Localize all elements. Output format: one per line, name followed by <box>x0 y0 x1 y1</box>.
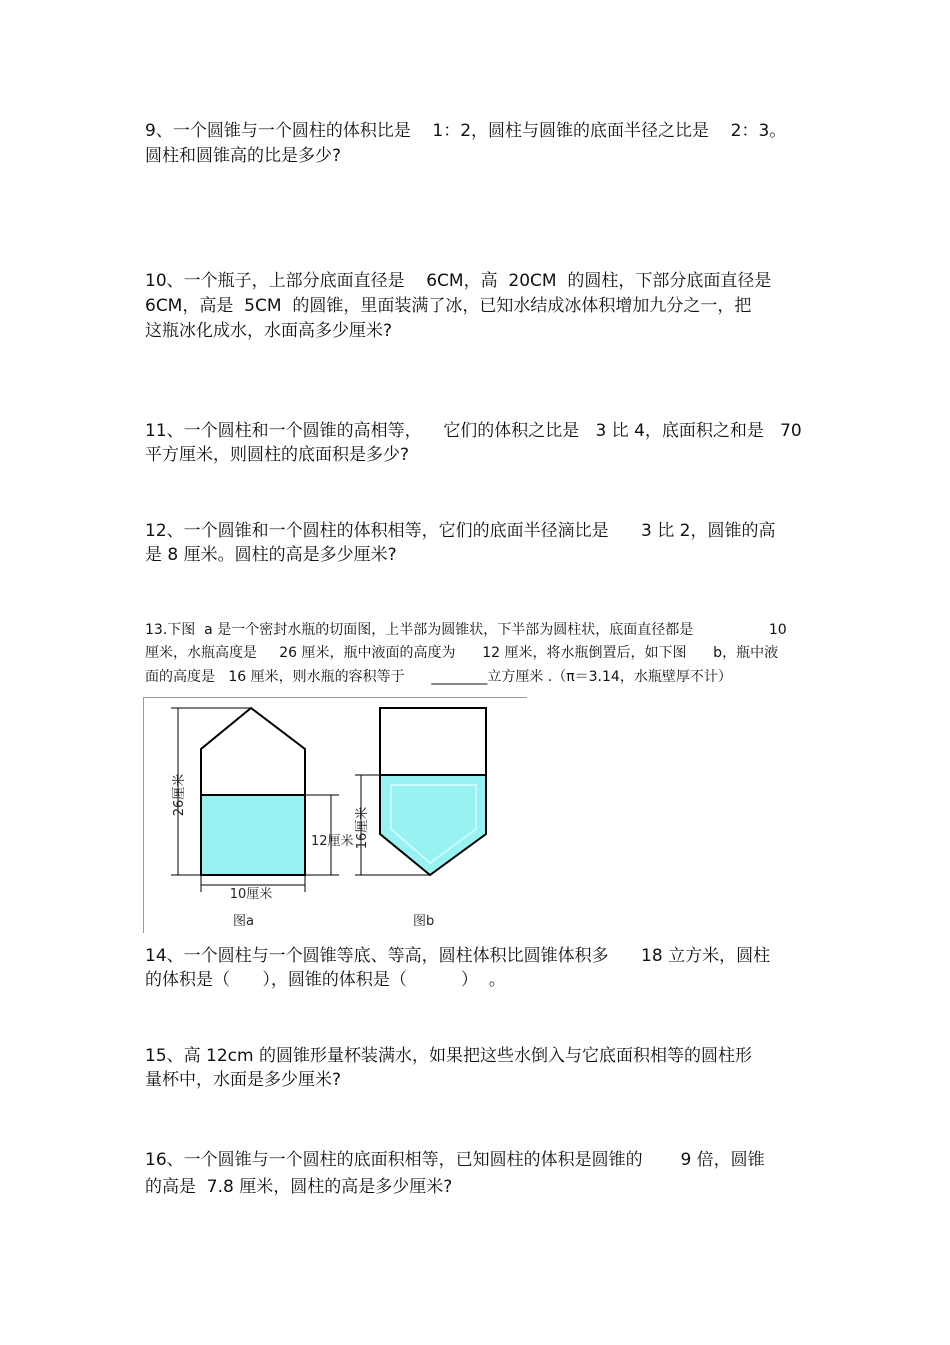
label-12cm: 12厘米 <box>311 834 354 849</box>
q9-line-2: 圆柱和圆锥高的比是多少? <box>145 146 342 166</box>
label-16cm: 16厘米 <box>355 806 370 850</box>
q13-line-2: 厘米，水瓶高度是 26 厘米，瓶中液面的高度为 12 厘米，将水瓶倒置后，如下图 b，瓶中液 <box>145 645 779 661</box>
q9-line-1: 9、一个圆锥与一个圆柱的体积比是 1：2，圆柱与圆锥的底面半径之比是 2：3。 <box>145 121 787 141</box>
figure-a <box>171 708 354 929</box>
label-10cm: 10厘米 <box>229 887 273 902</box>
q15-line-1: 15、高 12cm 的圆锥形量杯装满水，如果把这些水倒入与它底面积相等的圆柱形 <box>145 1046 752 1066</box>
q14-line-1: 14、一个圆柱与一个圆锥等底、等高，圆柱体积比圆锥体积多 18 立方米，圆柱 <box>145 946 771 966</box>
figure-b <box>354 708 486 929</box>
q15-line-2: 量杯中，水面是多少厘米? <box>145 1070 342 1090</box>
q10-line-3: 这瓶冰化成水，水面高多少厘米? <box>145 321 393 341</box>
q10-line-2: 6CM，高是 5CM 的圆锥，里面装满了冰，已知水结成冰体积增加九分之一，把 <box>145 296 752 316</box>
water-fill-a <box>201 795 305 875</box>
q12-line-2: 是 8 厘米。圆柱的高是多少厘米? <box>145 545 397 565</box>
q16-line-1: 16、一个圆锥与一个圆柱的底面积相等，已知圆柱的体积是圆锥的 9 倍，圆锥 <box>145 1150 765 1170</box>
q12-line-1: 12、一个圆锥和一个圆柱的体积相等，它们的底面半径滴比是 3 比 2，圆锥的高 <box>145 521 776 541</box>
q11-line-2: 平方厘米，则圆柱的底面积是多少? <box>145 445 410 465</box>
label-26cm: 26厘米 <box>172 773 187 817</box>
q13-line-3: 面的高度是 16 厘米，则水瓶的容积等于 ________立方厘米 .（π＝3.14，水瓶壁厚不计） <box>145 669 732 685</box>
q10-line-1: 10、一个瓶子，上部分底面直径是 6CM，高 20CM 的圆柱，下部分底面直径是 <box>145 271 772 291</box>
q14-line-2: 的体积是（ ），圆锥的体积是（ ） 。 <box>145 970 506 990</box>
q11-line-1: 11、一个圆柱和一个圆锥的高相等， 它们的体积之比是 3 比 4，底面积之和是 70 <box>145 421 802 441</box>
caption-a: 图a <box>233 914 254 929</box>
q16-line-2: 的高是 7.8 厘米，圆柱的高是多少厘米? <box>145 1177 453 1197</box>
caption-b: 图b <box>413 914 435 929</box>
q13-line-1: 13.下图 a 是一个密封水瓶的切面图，上半部为圆锥状，下半部为圆柱状，底面直径都是 10 <box>145 622 787 638</box>
bottle-diagram <box>143 697 527 933</box>
